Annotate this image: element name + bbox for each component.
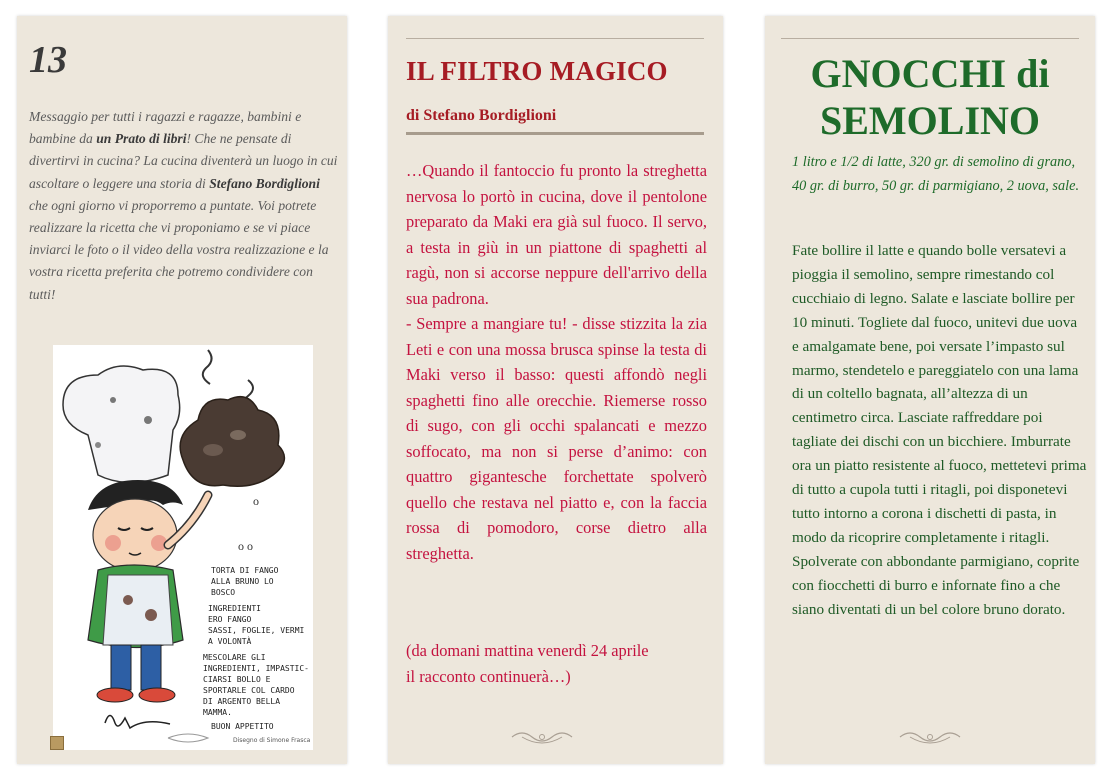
drip-mark: o o xyxy=(238,539,253,553)
note-line: BOSCO xyxy=(211,588,236,597)
intro-highlight-prato: un Prato di libri xyxy=(96,131,187,147)
intro-text: Messaggio per tutti i ragazzi e ragazze, bambini e bambine da xyxy=(29,109,302,147)
drip-mark: o xyxy=(253,494,259,508)
boy-shoe xyxy=(97,688,133,702)
note-line: MESCOLARE GLI xyxy=(203,653,266,662)
mud-highlight xyxy=(203,444,223,456)
intro-highlight-author: Stefano Bordiglioni xyxy=(209,175,320,191)
note-line: MAMMA. xyxy=(203,708,232,717)
note-line: INGREDIENTI xyxy=(208,604,261,613)
corner-badge xyxy=(50,736,64,750)
recipe-title-line: SEMOLINO xyxy=(819,98,1041,143)
drawing-notes xyxy=(203,566,309,731)
middle-page xyxy=(388,16,723,764)
apron-stain xyxy=(145,609,157,621)
note-line: CIARSI BOLLO E xyxy=(203,675,271,684)
note-line: TORTA DI FANGO xyxy=(211,566,279,575)
boy-face xyxy=(93,499,177,571)
hat-speck xyxy=(95,442,101,448)
right-page xyxy=(765,16,1095,764)
story-author: di Stefano Bordiglioni xyxy=(406,107,557,124)
steam-icon xyxy=(203,350,212,384)
story-paragraph: …Quando il fantoccio fu pronto la streghetta nervosa lo portò in cucina, dove il pentolone preparato da Maki era già sul fuoco. Il servo, a testa in giù in un piattone di spaghetti al ragù, non si accorse neppure dell'arrivo della sua padrona. xyxy=(406,161,707,308)
note-line: ERO FANGO xyxy=(208,615,252,624)
note-line: A VOLONTÀ xyxy=(208,637,252,646)
title-rule xyxy=(406,132,704,135)
drawing-credit: Disegno di Simone Frasca xyxy=(233,737,311,744)
story-paragraph: - Sempre a mangiare tu! - disse stizzita la zia Leti e con una mossa brusca spinse la testa di Maki verso il basso: questi affondò negli spaghetti fino alle orecchie. Riemerse rosso di sugo, con gli occhi spalancati e mezzo soffocato, ma non si perse d’animo: con quattro gigantesche forchettate spolverò quello che restava nel piatto e, con la faccia rossa di pomodoro, corse dietro alla streghetta. xyxy=(406,314,707,563)
note-line: SASSI, FOGLIE, VERMI xyxy=(208,626,305,635)
ornament-flourish-icon xyxy=(898,727,962,747)
recipe-method: Fate bollire il latte e quando bolle versatevi a pioggia il semolino, sempre rimestando col cucchiaio di legno. Salate e lasciate bollire per 10 minuti. Togliete dal fuoco, unitevi due uova e amalgamate bene, poi versate l’impasto sul marmo, stendetelo e pareggiatelo con una lama di un coltello bagnata, all’altezza di un centimetro circa. Lasciate raffreddare poi tagliate dei dischi con un bicchiere. Imburrate ora un piatto resistente al fuoco, mettetevi prima di tutto a cupola tutti i ritagli, poi disponetevi tutto intorno a corona i dischetti di pasta, in modo da ricoprire completamente i ritagli. Spolverate con abbondante parmigiano, coprite con fiocchetti di burro e infornate fino a che siano diventati di un bel colore bruno dorato. xyxy=(792,242,1087,618)
mud-highlight xyxy=(230,430,246,440)
intro-text: ! Che ne pensate di divertirvi in cucina? La cucina diventerà un luogo in cui ascoltare o leggere una storia di xyxy=(29,131,338,191)
boy-leg xyxy=(111,645,131,690)
chef-hat xyxy=(63,366,180,483)
intro-text: che ogni giorno vi proporremo a puntate. Voi potrete realizzare la ricetta che vi proponiamo e se vi piace inviarci le foto o il video della vostra realizzazione e la vostra ricetta preferita che potremo condividere con tutti! xyxy=(29,197,329,302)
mud-cake xyxy=(180,397,284,487)
boy-shoe xyxy=(139,688,175,702)
recipe-title xyxy=(765,50,1095,144)
intro-message xyxy=(29,106,341,306)
boy-apron xyxy=(103,575,173,645)
hat-speck xyxy=(144,416,152,424)
recipe-ingredients: 1 litro e 1/2 di latte, 320 gr. di semolino di grano, 40 gr. di burro, 50 gr. di parmigiano, 2 uova, sale. xyxy=(792,154,1080,195)
boy-leg xyxy=(141,645,161,690)
chef-boy-illustration xyxy=(53,345,313,750)
continuation-line: il racconto continuerà…) xyxy=(406,666,571,686)
chef-boy-drawing xyxy=(53,345,313,750)
story-body xyxy=(406,158,707,566)
apron-stain xyxy=(123,595,133,605)
ornament-flourish-icon xyxy=(168,734,208,742)
signature xyxy=(105,716,170,729)
page-number: 13 xyxy=(29,39,67,81)
note-line: SPORTARLE COL CARDO xyxy=(203,686,295,695)
note-line: ALLA BRUNO LO xyxy=(211,577,274,586)
story-title: IL FILTRO MAGICO xyxy=(406,56,668,86)
cheek xyxy=(105,535,121,551)
note-line: BUON APPETITO xyxy=(211,722,274,731)
ornament-flourish-icon xyxy=(510,727,574,747)
note-line: DI ARGENTO BELLA xyxy=(203,697,281,706)
left-page xyxy=(17,16,347,764)
note-line: INGREDIENTI, IMPASTIC- xyxy=(203,664,309,673)
top-rule xyxy=(406,38,704,39)
top-rule xyxy=(781,38,1079,39)
recipe-title-line: GNOCCHI di xyxy=(810,51,1050,96)
hat-speck xyxy=(110,397,116,403)
continuation-line: (da domani mattina venerdì 24 aprile xyxy=(406,641,649,660)
continuation-note xyxy=(406,638,706,689)
